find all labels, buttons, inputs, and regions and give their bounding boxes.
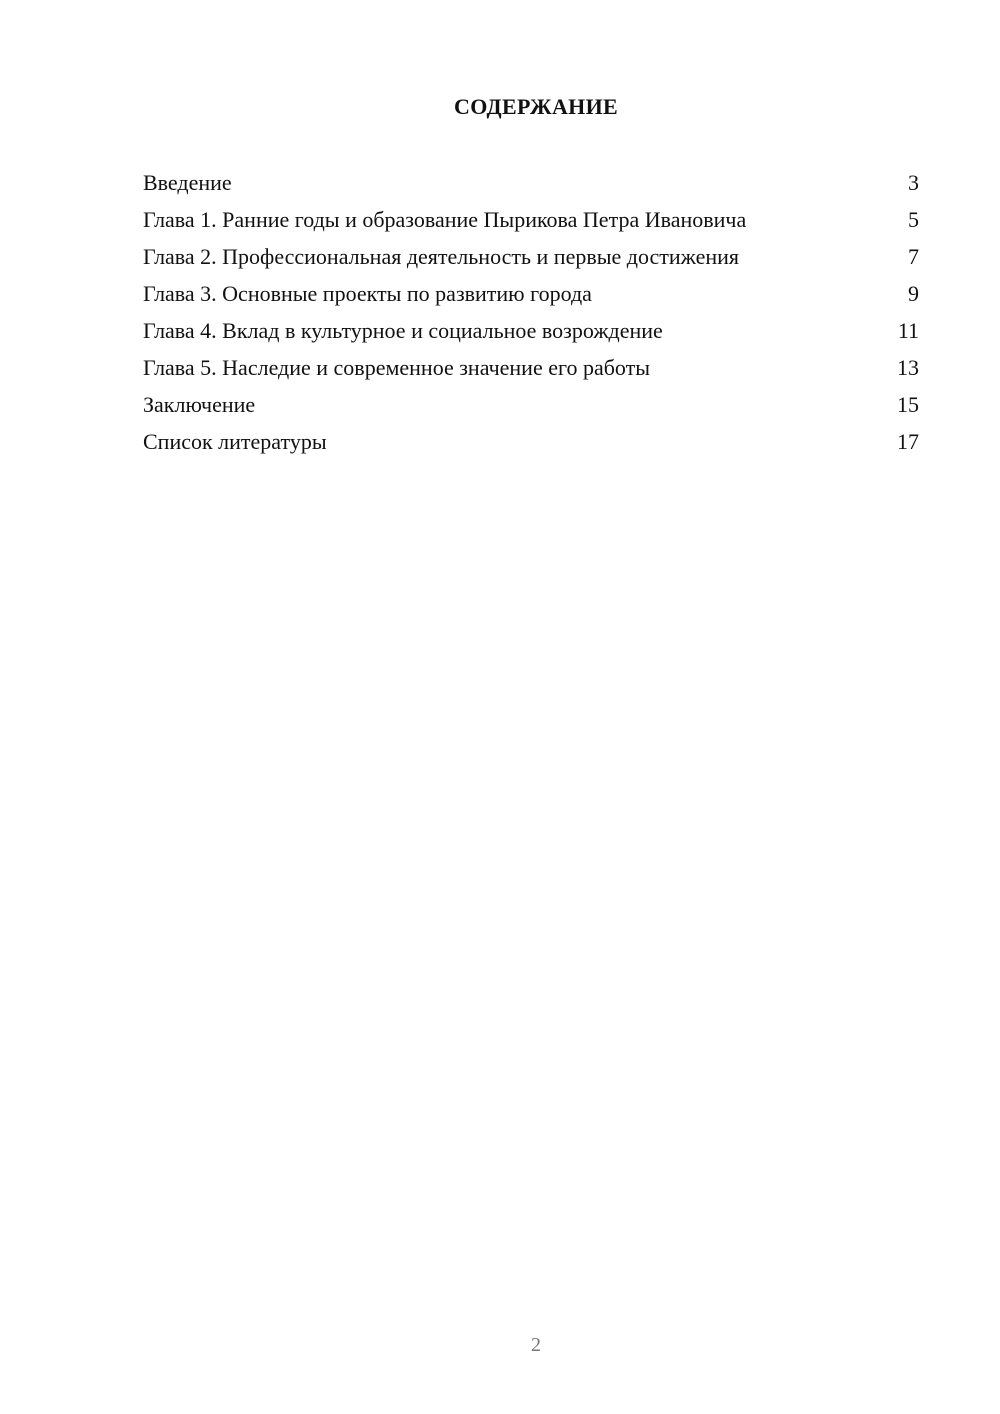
toc-entry-text: Заключение bbox=[143, 392, 256, 417]
toc-entry-page: 9 bbox=[908, 281, 919, 306]
toc-entry-chapter-3 bbox=[143, 281, 919, 307]
toc-entry-text: Глава 4. Вклад в культурное и социальное возрождение bbox=[143, 318, 663, 343]
toc-entry-page: 7 bbox=[908, 244, 919, 269]
toc-entry-bibliography bbox=[143, 429, 919, 455]
page-number: 2 bbox=[531, 1334, 541, 1356]
toc-entry-text: Введение bbox=[143, 170, 232, 195]
toc-entry-page: 5 bbox=[908, 207, 919, 232]
toc-entry-page: 13 bbox=[897, 355, 919, 380]
page-title: СОДЕРЖАНИЕ bbox=[454, 94, 618, 119]
toc-entry-chapter-5 bbox=[143, 355, 919, 381]
toc-entry-text: Глава 1. Ранние годы и образование Пырикова Петра Ивановича bbox=[143, 207, 747, 232]
toc-entry-chapter-1 bbox=[143, 207, 919, 233]
toc-entry-conclusion bbox=[143, 392, 919, 418]
toc-entry-text: Глава 3. Основные проекты по развитию города bbox=[143, 281, 592, 306]
toc-entry-chapter-2 bbox=[143, 244, 919, 270]
toc-entry-introduction bbox=[143, 170, 919, 196]
toc-entry-text: Глава 5. Наследие и современное значение его работы bbox=[143, 355, 651, 380]
toc-entry-text: Глава 2. Профессиональная деятельность и первые достижения bbox=[143, 244, 740, 269]
toc-entry-page: 17 bbox=[897, 429, 919, 454]
toc-entry-page: 15 bbox=[897, 392, 919, 417]
toc-entry-page: 11 bbox=[897, 318, 919, 343]
table-of-contents bbox=[143, 170, 919, 466]
toc-entry-text: Список литературы bbox=[143, 429, 327, 454]
toc-entry-chapter-4 bbox=[143, 318, 919, 344]
toc-entry-page: 3 bbox=[908, 170, 919, 195]
